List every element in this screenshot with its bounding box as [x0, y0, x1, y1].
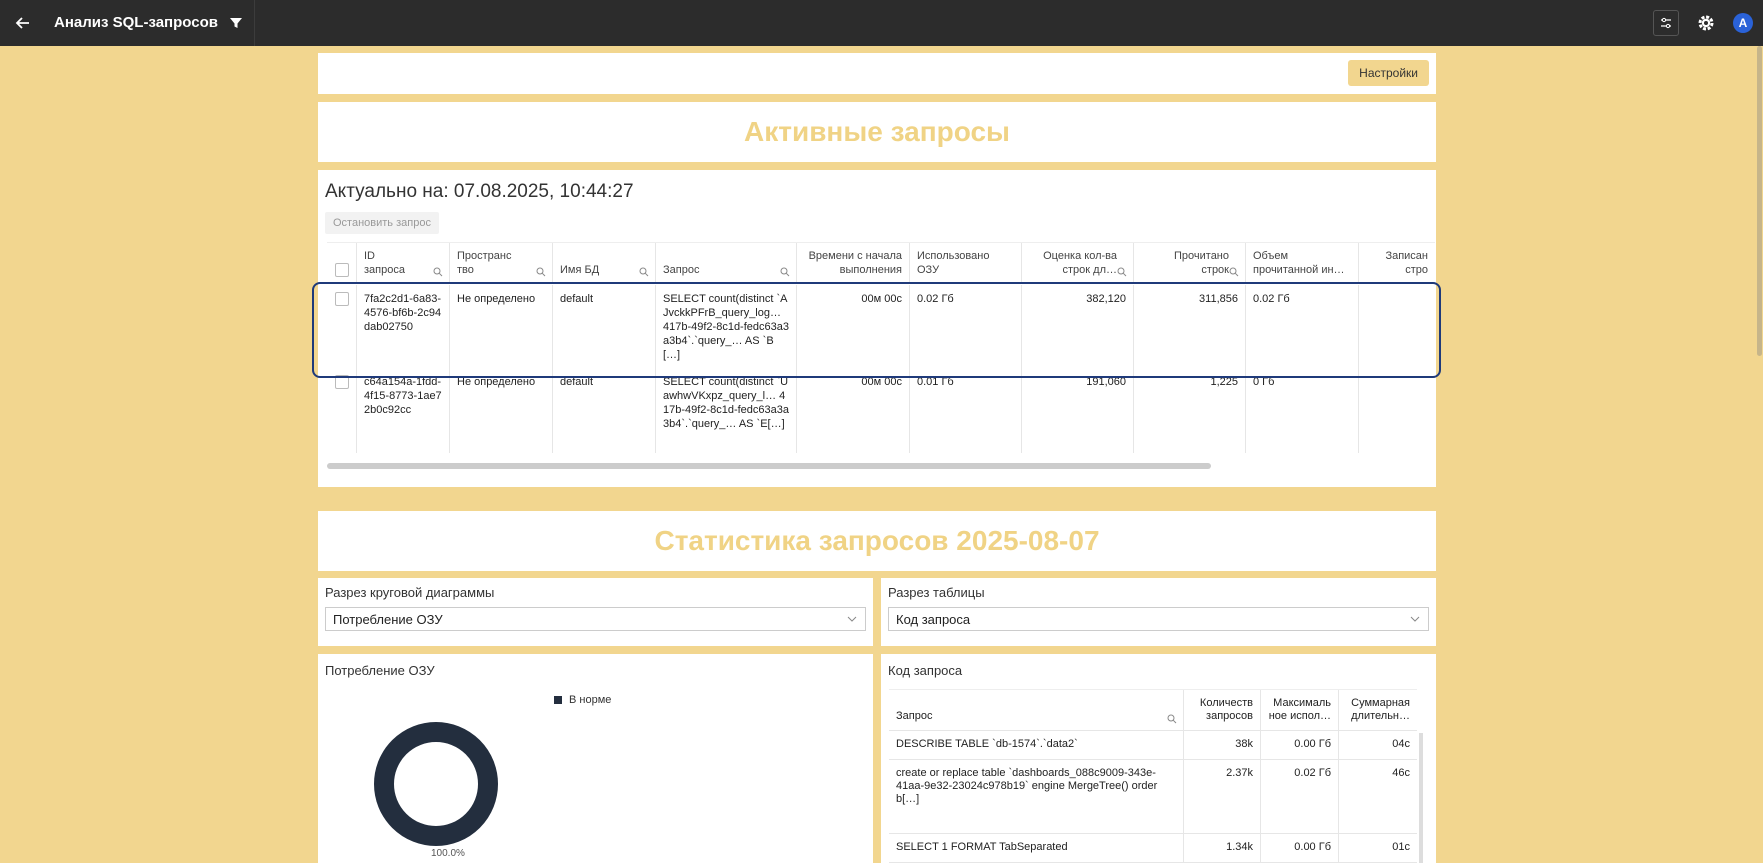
grid-header: [327, 242, 1435, 284]
gear-icon: [1697, 14, 1715, 32]
chart-title: Потребление ОЗУ: [325, 663, 435, 678]
col-header-label: Времени с начала выполнения: [808, 250, 902, 276]
settings-gear-button[interactable]: [1688, 5, 1724, 41]
col-header-written[interactable]: [1359, 243, 1435, 283]
cell-time: 00м 00с: [797, 285, 910, 373]
avatar[interactable]: A: [1733, 13, 1753, 33]
arrow-left-icon: [15, 15, 31, 31]
col-header-label: Запрос: [663, 264, 700, 276]
filter-icon: [230, 17, 242, 29]
col-header-db[interactable]: [553, 243, 656, 283]
pie-select-value: Потребление ОЗУ: [333, 611, 443, 627]
cell-max: 0.00 Гб: [1261, 731, 1339, 759]
cell-read-rows: 311,856: [1134, 285, 1246, 373]
search-icon[interactable]: [1229, 267, 1239, 277]
cell-query: SELECT count(distinct `UawhwVKxpz_query_l… 417b-49f2-8c1d-fedc63a3a3b4`.`query_… AS `E[…]: [656, 373, 797, 453]
select-all-checkbox[interactable]: [335, 263, 349, 277]
cell-space: Не определено: [450, 373, 553, 453]
cell-count: 2.37k: [1184, 760, 1261, 833]
cell-est-rows: 382,120: [1022, 285, 1134, 373]
table-select[interactable]: [888, 607, 1429, 631]
code-table-title: Код запроса: [888, 663, 963, 678]
col-header-read-vol[interactable]: [1246, 243, 1359, 283]
col-header-query[interactable]: [656, 243, 797, 283]
table-row[interactable]: [889, 760, 1417, 834]
pie-select[interactable]: [325, 607, 866, 631]
select-all-cell: [327, 243, 357, 283]
col-header-max[interactable]: Максималь ное испол…: [1261, 690, 1339, 730]
sliders-button[interactable]: [1653, 10, 1679, 36]
col-header-label: Прочитано строк: [1174, 250, 1229, 276]
cell-ram: 0.02 Гб: [910, 285, 1022, 373]
col-header-label: Имя БД: [560, 264, 600, 276]
cell-read-rows: 1,225: [1134, 373, 1246, 453]
col-header-label: Пространс тво: [457, 250, 512, 276]
table-select-value: Код запроса: [896, 611, 971, 627]
chevron-down-icon: [847, 614, 857, 624]
col-header-label: Запрос: [896, 710, 933, 722]
legend-swatch: [554, 696, 562, 704]
cell-max: 0.00 Гб: [1261, 834, 1339, 862]
cell-db: default: [553, 285, 656, 373]
back-button[interactable]: [5, 5, 41, 41]
code-table-panel: [881, 654, 1436, 863]
search-icon[interactable]: [1117, 267, 1127, 277]
cell-read-vol: 0.02 Гб: [1246, 285, 1359, 373]
slice-percent-label: 100.0%: [431, 848, 465, 859]
col-header-sum[interactable]: Суммарная длительн…: [1351, 697, 1410, 722]
cell-query: SELECT 1 FORMAT TabSeparated: [889, 834, 1184, 862]
col-header-label: Объем прочитанной ин…: [1253, 250, 1345, 276]
table-selector-panel: [881, 578, 1436, 646]
active-title-panel: [318, 102, 1436, 162]
col-header-time[interactable]: [797, 243, 910, 283]
app-title: Анализ SQL-запросов: [54, 14, 218, 31]
pie-select-label: Разрез круговой диаграммы: [325, 585, 495, 600]
col-header-label: Оценка кол-ва строк дл…: [1043, 250, 1117, 276]
col-header-label: Использовано ОЗУ: [917, 250, 990, 276]
table-row[interactable]: [327, 373, 1435, 453]
code-table-scrollbar[interactable]: [1419, 733, 1423, 863]
cell-time: 00м 00с: [797, 373, 910, 453]
col-header-label: ID запроса: [364, 250, 405, 276]
pie-selector-panel: [318, 578, 873, 646]
table-row[interactable]: [889, 834, 1417, 863]
cell-db: default: [553, 373, 656, 453]
search-icon[interactable]: [780, 267, 790, 277]
search-icon[interactable]: [433, 267, 443, 277]
col-header-label: Записан стро: [1385, 250, 1428, 276]
horizontal-scrollbar[interactable]: [327, 463, 1211, 469]
highlight-frame: [312, 282, 1441, 378]
stop-query-button[interactable]: Остановить запрос: [325, 212, 439, 234]
cell-query: SELECT count(distinct `AJvckkPFrB_query_log… 417b-49f2-8c1d-fedc63a3a3b4`.`query_… AS `B[…]: [656, 285, 797, 373]
col-header-space[interactable]: [450, 243, 553, 283]
cell-written: [1359, 373, 1435, 453]
col-header-id[interactable]: [357, 243, 450, 283]
cell-max: 0.02 Гб: [1261, 760, 1339, 833]
cell-id: c64a154a-1fdd-4f15-8773-1ae72b0c92cc: [357, 373, 450, 453]
divider: [254, 0, 255, 46]
sliders-icon: [1660, 17, 1672, 29]
code-table-header: [889, 689, 1417, 731]
col-header-est-rows[interactable]: [1022, 243, 1134, 283]
chevron-down-icon: [1410, 614, 1420, 624]
table-row[interactable]: [889, 731, 1417, 760]
cell-read-vol: 0 Гб: [1246, 373, 1359, 453]
col-header-ram[interactable]: [910, 243, 1022, 283]
actual-timestamp: Актуально на: 07.08.2025, 10:44:27: [325, 181, 634, 202]
col-header-query[interactable]: [889, 690, 1184, 730]
settings-button[interactable]: Настройки: [1348, 60, 1429, 86]
chart-legend[interactable]: [554, 694, 611, 706]
active-queries-title: Активные запросы: [744, 116, 1010, 147]
search-icon[interactable]: [639, 267, 649, 277]
donut-chart: [373, 721, 499, 847]
donut-slice-В норме[interactable]: [384, 732, 488, 836]
cell-id: 7fa2c2d1-6a83-4576-bf6b-2c94dab02750: [357, 285, 450, 373]
cell-query: DESCRIBE TABLE `db-1574`.`data2`: [889, 731, 1184, 759]
stats-title-panel: [318, 511, 1436, 571]
settings-panel: [318, 53, 1436, 94]
cell-count: 38k: [1184, 731, 1261, 759]
code-table: [889, 689, 1417, 863]
filter-button[interactable]: [218, 5, 254, 41]
col-header-read-rows[interactable]: [1134, 243, 1246, 283]
row-select-cell: [327, 373, 357, 453]
page-scrollbar[interactable]: [1757, 46, 1762, 356]
table-select-label: Разрез таблицы: [888, 585, 985, 600]
ram-chart-panel: [318, 654, 873, 863]
top-bar: [0, 0, 1763, 46]
stats-title: Статистика запросов 2025-08-07: [654, 525, 1100, 556]
cell-space: Не определено: [450, 285, 553, 373]
col-header-count[interactable]: Количеств запросов: [1184, 690, 1261, 730]
cell-sum: 01с: [1392, 841, 1410, 853]
search-icon[interactable]: [536, 267, 546, 277]
cell-query: create or replace table `dashboards_088c9009-343e-41aa-9e32-23024c978b19` engine MergeTree() order b[…]: [889, 760, 1184, 833]
cell-sum: 46с: [1392, 767, 1410, 779]
legend-label: В норме: [569, 694, 612, 706]
search-icon[interactable]: [1167, 714, 1177, 724]
cell-count: 1.34k: [1184, 834, 1261, 862]
cell-sum: 04с: [1392, 738, 1410, 750]
cell-ram: 0.01 Гб: [910, 373, 1022, 453]
cell-est-rows: 191,060: [1022, 373, 1134, 453]
